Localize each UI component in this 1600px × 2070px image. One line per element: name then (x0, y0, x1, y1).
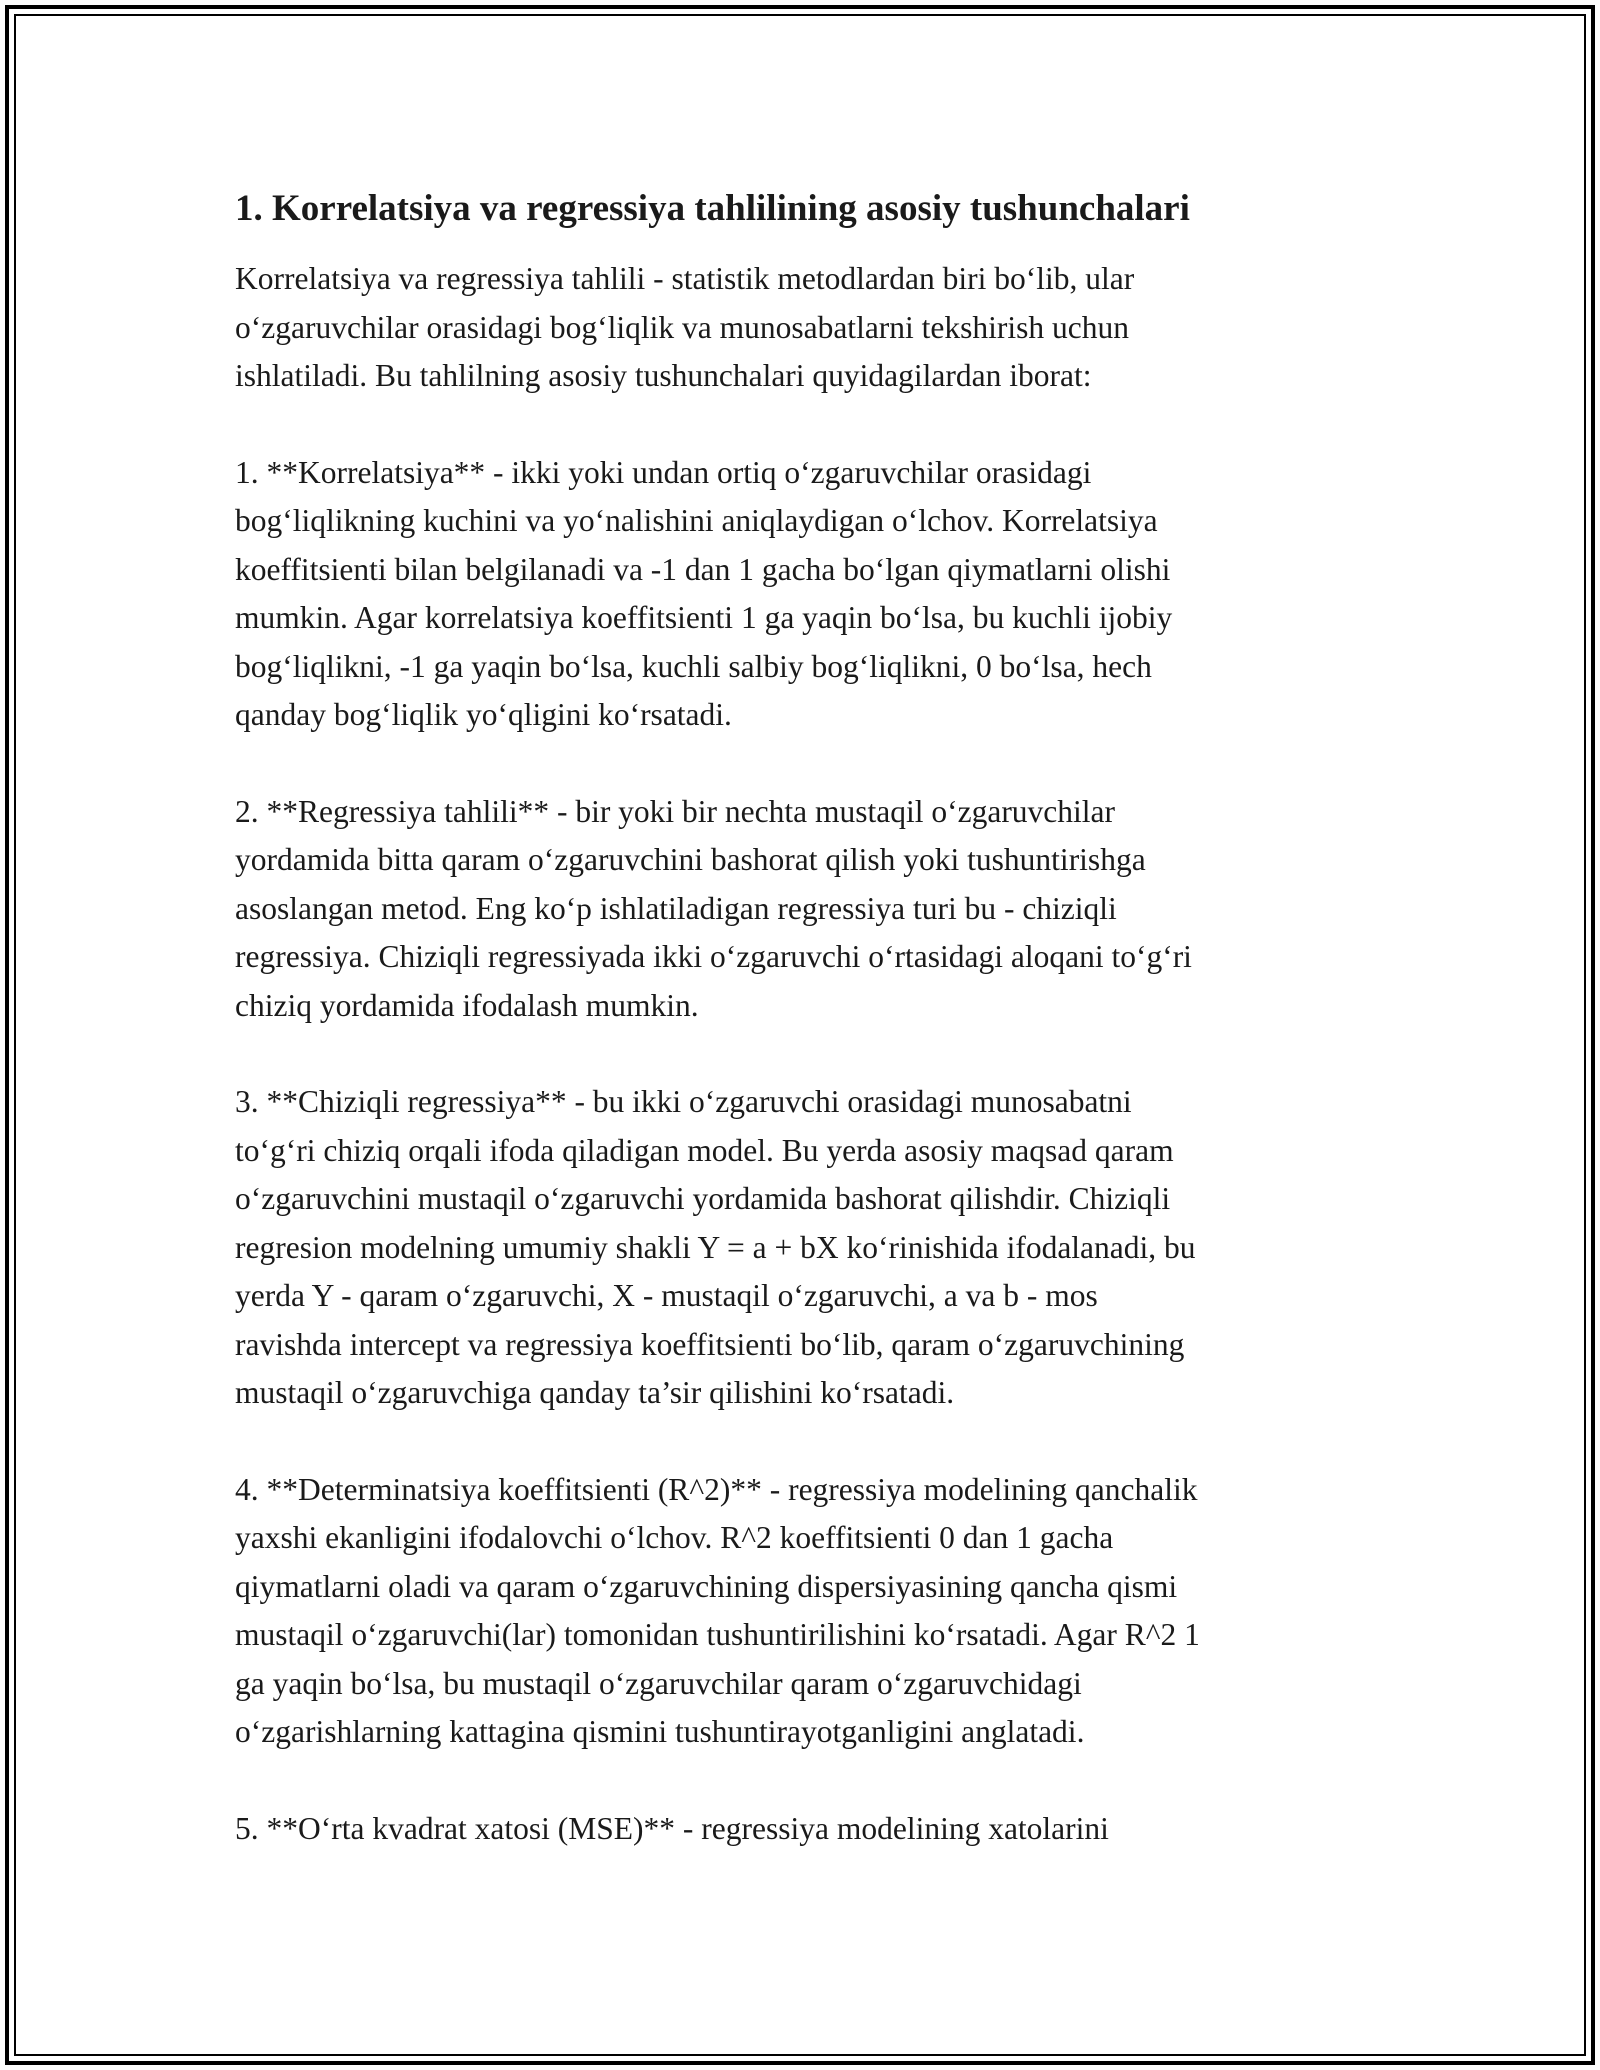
text-line: bog‘liqlikning kuchini va yo‘nalishini aniqlaydigan o‘lchov. Korrelatsiya (235, 503, 1158, 538)
text-line: qanday bog‘liqlik yo‘qligini ko‘rsatadi. (235, 697, 732, 732)
paragraph-item-2 (235, 788, 1375, 1031)
text-line: 2. **Regressiya tahlili** - bir yoki bir nechta mustaqil o‘zgaruvchilar (235, 793, 1116, 829)
text-line: o‘zgaruvchini mustaqil o‘zgaruvchi yordamida bashorat qilishdir. Chiziqli (235, 1181, 1171, 1216)
text-line: 4. **Determinatsiya koeffitsienti (R^2)** - regressiya modelining qanchalik (235, 1471, 1198, 1507)
document-body (235, 185, 1375, 1901)
paragraph-intro (235, 255, 1375, 401)
text-line: 5. **O‘rta kvadrat xatosi (MSE)** - regressiya modelining xatolarini (235, 1810, 1109, 1846)
document-title: 1. Korrelatsiya va regressiya tahlilining asosiy tushunchalari (235, 188, 1190, 229)
text-line: ravishda intercept va regressiya koeffitsienti bo‘lib, qaram o‘zgaruvchining (235, 1326, 1185, 1362)
text-line: bog‘liqlikni, -1 ga yaqin bo‘lsa, kuchli salbiy bog‘liqlikni, 0 bo‘lsa, hech (235, 648, 1152, 684)
paragraph-item-1 (235, 449, 1375, 740)
text-line: Korrelatsiya va regressiya tahlili - statistik metodlardan biri bo‘lib, ular (235, 261, 1135, 296)
text-line: regressiya. Chiziqli regressiyada ikki o‘zgaruvchi o‘rtasidagi aloqani to‘g‘ri (235, 939, 1192, 974)
text-line: yerda Y - qaram o‘zgaruvchi, X - mustaqil o‘zgaruvchi, a va b - mos (235, 1278, 1098, 1313)
text-line: yordamida bitta qaram o‘zgaruvchini bashorat qilish yoki tushuntirishga (235, 842, 1146, 877)
text-line: 1. **Korrelatsiya** - ikki yoki undan ortiq o‘zgaruvchilar orasidagi (235, 454, 1092, 490)
text-line: qiymatlarni oladi va qaram o‘zgaruvchining dispersiyasining qancha qismi (235, 1568, 1178, 1604)
text-line: mustaqil o‘zgaruvchiga qanday ta’sir qilishini ko‘rsatadi. (235, 1375, 955, 1410)
paragraph-item-3 (235, 1078, 1375, 1418)
text-line: regresion modelning umumiy shakli Y = a + bX ko‘rinishida ifodalanadi, bu (235, 1229, 1196, 1265)
text-line: to‘g‘ri chiziq orqali ifoda qiladigan model. Bu yerda asosiy maqsad qaram (235, 1132, 1174, 1168)
text-line: koeffitsienti bilan belgilanadi va -1 dan 1 gacha bo‘lgan qiymatlarni olishi (235, 551, 1171, 587)
text-line: mustaqil o‘zgaruvchi(lar) tomonidan tushuntirilishini ko‘rsatadi. Agar R^2 1 (235, 1617, 1200, 1652)
text-line: chiziq yordamida ifodalash mumkin. (235, 987, 699, 1023)
text-line: mumkin. Agar korrelatsiya koeffitsienti 1 ga yaqin bo‘lsa, bu kuchli ijobiy (235, 600, 1173, 635)
text-line: o‘zgarishlarning kattagina qismini tushuntirayotganligini anglatadi. (235, 1714, 1085, 1749)
text-line: ishlatiladi. Bu tahlilning asosiy tushunchalari quyidagilardan iborat: (235, 358, 1092, 393)
text-line: o‘zgaruvchilar orasidagi bog‘liqlik va munosabatlarni tekshirish uchun (235, 309, 1130, 345)
paragraph-item-4 (235, 1466, 1375, 1757)
paragraph-item-5 (235, 1805, 1375, 1854)
text-line: yaxshi ekanligini ifodalovchi o‘lchov. R^2 koeffitsienti 0 dan 1 gacha (235, 1520, 1114, 1555)
text-line: ga yaqin bo‘lsa, bu mustaqil o‘zgaruvchilar qaram o‘zgaruvchidagi (235, 1665, 1082, 1701)
text-line: 3. **Chiziqli regressiya** - bu ikki o‘zgaruvchi orasidagi munosabatni (235, 1084, 1132, 1119)
text-line: asoslangan metod. Eng ko‘p ishlatiladigan regressiya turi bu - chiziqli (235, 890, 1117, 926)
